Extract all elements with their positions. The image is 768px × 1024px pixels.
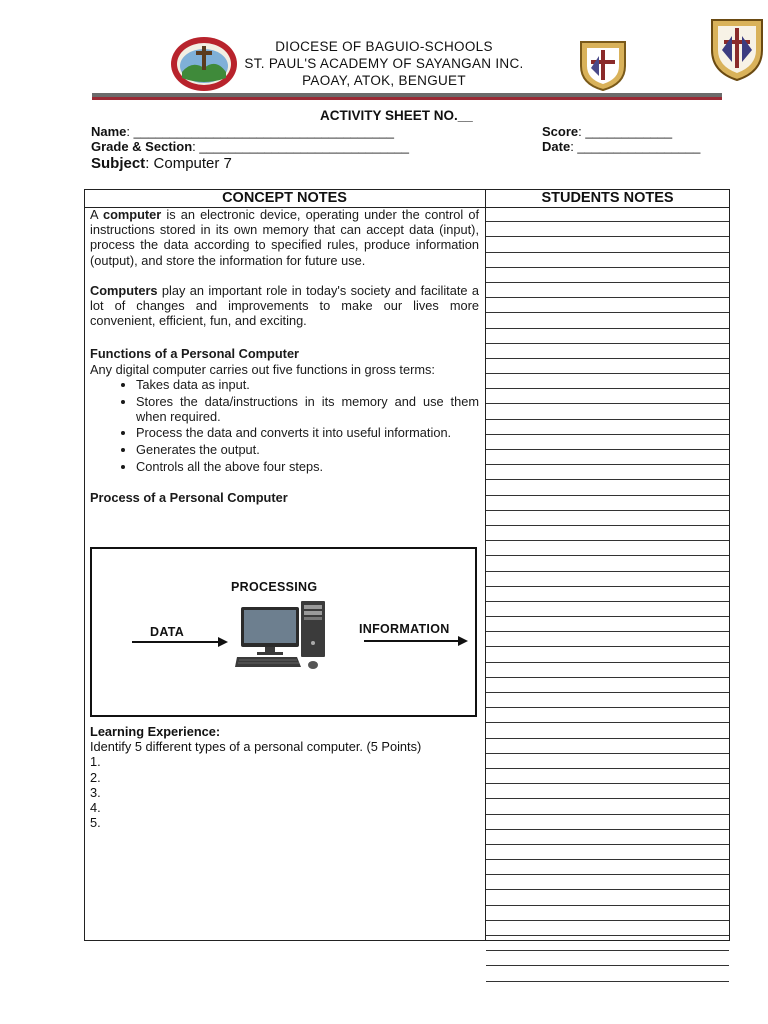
students-notes-lines[interactable] (486, 207, 729, 940)
header-diocese: DIOCESE OF BAGUIO-SCHOOLS (275, 39, 493, 54)
note-line[interactable] (486, 921, 729, 936)
note-line[interactable] (486, 799, 729, 814)
score-label: Score (542, 124, 579, 139)
note-line[interactable] (486, 739, 729, 754)
subject-label: Subject (91, 155, 146, 172)
note-line[interactable] (486, 860, 729, 875)
note-line[interactable] (486, 389, 729, 404)
note-line[interactable] (486, 906, 729, 921)
note-line[interactable] (486, 344, 729, 359)
answer-item[interactable]: 2. (90, 769, 101, 785)
note-line[interactable] (486, 253, 729, 268)
note-line[interactable] (486, 663, 729, 678)
answer-item[interactable]: 4. (90, 800, 101, 816)
note-line[interactable] (486, 541, 729, 556)
note-line[interactable] (486, 617, 729, 632)
computer-definition: A computer is an electronic device, operating under the control of instructions stored in its own memory that can accept data (input), process the data according to specified rules, produce information (output), and store the information for future use. (90, 207, 479, 268)
name-blank: : ____________________________________ (126, 124, 394, 139)
concept-notes-content (90, 207, 479, 505)
list-item: • Controls all the above four steps. (136, 459, 479, 474)
note-line[interactable] (486, 647, 729, 662)
note-line[interactable] (486, 404, 729, 419)
note-line[interactable] (486, 723, 729, 738)
answer-item[interactable]: 3. (90, 784, 101, 800)
grade-section-field[interactable] (91, 139, 409, 154)
note-line[interactable] (486, 784, 729, 799)
list-item: • Stores the data/instructions in its memory and use them when required. (136, 394, 479, 424)
output-arrow-icon (362, 634, 470, 648)
name-label: Name (91, 124, 127, 139)
functions-title: Functions of a Personal Computer (90, 346, 300, 362)
list-item: • Process the data and converts it into useful information. (136, 425, 479, 440)
computers-importance: Computers play an important role in today's society and facilitate a lot of changes and improvements to make our lives more convenient, efficient, fun, and exciting. (90, 282, 479, 329)
note-line[interactable] (486, 875, 729, 890)
note-line[interactable] (486, 283, 729, 298)
list-item: • Takes data as input. (136, 377, 479, 392)
learning-prompt: Identify 5 different types of a personal computer. (5 Points) (90, 739, 422, 755)
note-line[interactable] (486, 526, 729, 541)
activity-sheet-title: ACTIVITY SHEET NO.__ (320, 108, 473, 123)
concept-notes-header: CONCEPT NOTES (222, 190, 347, 206)
name-field[interactable] (91, 124, 394, 139)
answer-item[interactable]: 1. (90, 754, 101, 770)
note-line[interactable] (486, 632, 729, 647)
subject-value: : Computer 7 (145, 155, 232, 172)
processing-label: PROCESSING (231, 580, 318, 594)
functions-list (90, 377, 479, 474)
note-line[interactable] (486, 496, 729, 511)
note-line[interactable] (486, 845, 729, 860)
note-line[interactable] (486, 602, 729, 617)
note-line[interactable] (486, 465, 729, 480)
functions-intro: Any digital computer carries out five functions in gross terms: (90, 361, 435, 377)
note-line[interactable] (486, 435, 729, 450)
header-location: PAOAY, ATOK, BENGUET (302, 73, 466, 88)
students-notes-header: STUDENTS NOTES (541, 190, 674, 206)
note-line[interactable] (486, 815, 729, 830)
note-line[interactable] (486, 222, 729, 237)
process-diagram (90, 547, 477, 717)
learning-experience (90, 724, 479, 830)
note-line[interactable] (486, 420, 729, 435)
grade-section-label: Grade & Section (91, 139, 193, 154)
note-line[interactable] (486, 450, 729, 465)
data-label: DATA (150, 625, 185, 639)
learning-title: Learning Experience: (90, 724, 221, 739)
note-line[interactable] (486, 754, 729, 769)
note-line[interactable] (486, 966, 729, 981)
note-line[interactable] (486, 587, 729, 602)
note-line[interactable] (486, 313, 729, 328)
process-title: Process of a Personal Computer (90, 489, 288, 505)
subject-line (91, 155, 232, 172)
note-line[interactable] (486, 374, 729, 389)
desktop-computer-icon (235, 599, 331, 671)
note-line[interactable] (486, 678, 729, 693)
note-line[interactable] (486, 480, 729, 495)
answer-item[interactable]: 5. (90, 815, 101, 831)
list-item: • Generates the output. (136, 442, 479, 457)
information-label: INFORMATION (359, 622, 450, 636)
note-line[interactable] (486, 556, 729, 571)
note-line[interactable] (486, 359, 729, 374)
note-line[interactable] (486, 693, 729, 708)
header-rule-accent (92, 97, 722, 100)
note-line[interactable] (486, 830, 729, 845)
header-academy: ST. PAUL'S ACADEMY OF SAYANGAN INC. (244, 56, 524, 71)
date-label: Date (542, 139, 571, 154)
score-blank: : ____________ (578, 124, 673, 139)
note-line[interactable] (486, 268, 729, 283)
note-line[interactable] (486, 951, 729, 966)
note-line[interactable] (486, 237, 729, 252)
note-line[interactable] (486, 207, 729, 222)
input-arrow-icon (130, 635, 230, 649)
note-line[interactable] (486, 769, 729, 784)
date-field[interactable] (542, 139, 700, 154)
note-line[interactable] (486, 708, 729, 723)
note-line[interactable] (486, 936, 729, 951)
note-line[interactable] (486, 329, 729, 344)
note-line[interactable] (486, 511, 729, 526)
note-line[interactable] (486, 298, 729, 313)
table-header-row (84, 189, 730, 208)
grade-section-blank: : _____________________________ (192, 139, 410, 154)
score-field[interactable] (542, 124, 672, 139)
date-blank: : _________________ (570, 139, 701, 154)
note-line[interactable] (486, 572, 729, 587)
note-line[interactable] (486, 890, 729, 905)
